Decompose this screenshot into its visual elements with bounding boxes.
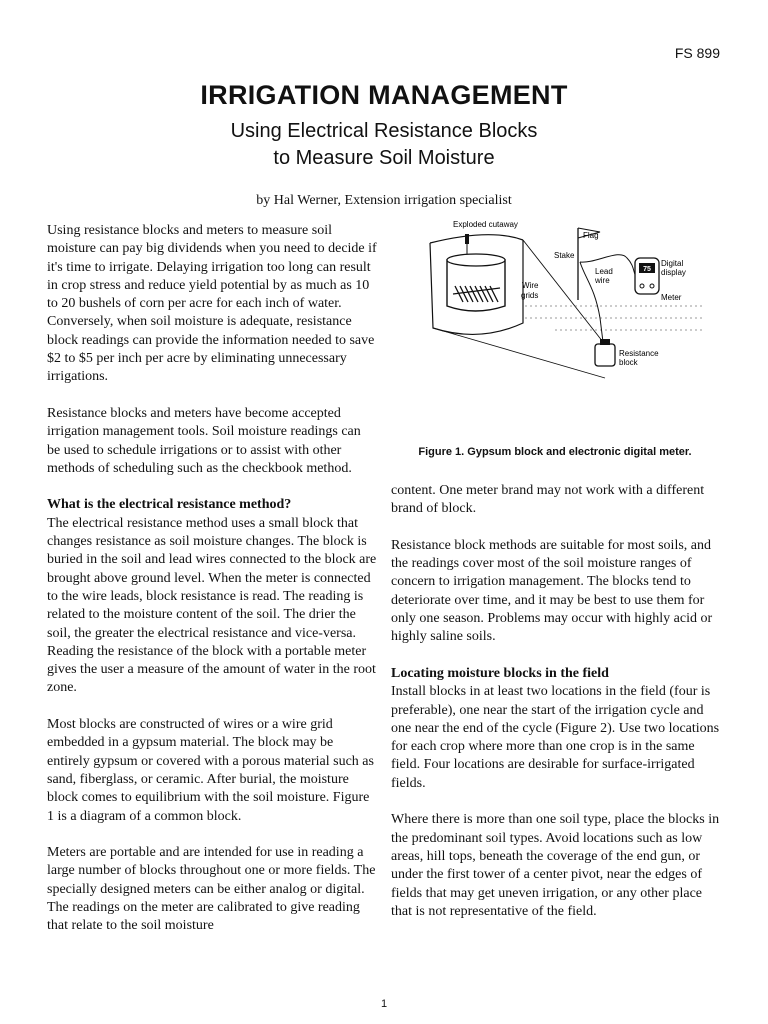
ground-surface	[525, 306, 705, 330]
label-block: block	[619, 358, 638, 367]
section-heading-method: What is the electrical resistance method?	[47, 497, 292, 513]
tools-paragraph: Resistance blocks and meters have become accepted irrigation management tools. Soil moisture readings can be used to schedule irrigations or to assist with other methods of scheduling such as the checkbook method.	[47, 405, 361, 476]
brand-paragraph: content. One meter brand may not work with a different brand of block.	[391, 483, 705, 517]
label-resistance: Resistance	[619, 349, 659, 358]
label-wire: wire	[595, 276, 610, 285]
figure-caption: Figure 1. Gypsum block and electronic digital meter.	[418, 446, 692, 458]
figure-1-diagram	[405, 218, 705, 388]
label-digital: Digital	[661, 259, 684, 268]
label-exploded-cutaway: Exploded cutaway	[453, 220, 518, 229]
label-meter: Meter	[661, 293, 682, 302]
page-subtitle	[0, 118, 768, 172]
meters-paragraph: Meters are portable and are intended for use in reading a large number of blocks throughout one or more fields. The specially designed meters can be either analog or digital. The readings on the meter are calibrated to give reading that relate to the soil moisture	[47, 845, 376, 934]
label-display: display	[661, 268, 686, 277]
cutaway-outline	[430, 235, 523, 243]
author-byline: by Hal Werner, Extension irrigation specialist	[256, 193, 512, 208]
left-column	[47, 222, 377, 954]
label-wire-grids-2: grids	[521, 291, 539, 300]
suitability-paragraph: Resistance block methods are suitable for most soils, and the readings cover most of the soil moisture ranges of concern to irrigation management. The blocks tend to deteriorate over time, and it may be best to use them for only one season. Problems may occur with highly acid or highly saline soils.	[391, 537, 713, 645]
intro-paragraph: Using resistance blocks and meters to measure soil moisture can pay big dividends when you need to decide if it's time to irrigate. Delaying irrigation too long can result in crop stress and reduce yield potential by as much as 10 to 20 bushels of corn per acre for each inch of water. Conversely, when soil moisture is adequate, resistance block readings can provide the information needed to save $2 to $5 per inch per acre by eliminating unnecessary irrigations.	[47, 223, 377, 385]
subtitle-line-1: Using Electrical Resistance Blocks	[230, 120, 538, 142]
soil-type-paragraph: Where there is more than one soil type, place the blocks in the predominant soil types. Avoid locations such as low areas, hill tops, beneath the coverage of the end gun, or under the first tower of a center pivot, near the edges of fields that may get uneven irrigation, or any other place that is not representative of the field.	[391, 812, 720, 919]
label-flag: Flag	[583, 231, 599, 240]
page-title: IRRIGATION MANAGEMENT	[200, 80, 568, 110]
label-lead: Lead	[595, 267, 613, 276]
method-paragraph: The electrical resistance method uses a small block that changes resistance as soil moisture changes. The block is buried in the soil and lead wires connected to the block are brought above ground level. When the meter is connected to the wire leads, block resistance is read. The reading is related to the moisture content of the soil. The drier the soil, the greater the electrical resistance and vice-versa. Reading the resistance of the block with a portable meter gives the user a measure of the amount of water in the root zone.	[47, 515, 377, 696]
section-heading-locating: Locating moisture blocks in the field	[391, 665, 609, 681]
block-cylinder-icon	[447, 260, 505, 311]
label-wire-grids-1: Wire	[522, 281, 539, 290]
subtitle-line-2: to Measure Soil Moisture	[273, 147, 495, 169]
label-stake: Stake	[554, 251, 575, 260]
document-code: FS 899	[674, 45, 720, 61]
meter-readout: 75	[643, 266, 651, 273]
install-paragraph: Install blocks in at least two locations in the field (four is preferable), one near the start of the irrigation cycle and one near the end of the cycle (Figure 2). Use two locations for each crop where more than one crop is in the same field. Four locations are desirable for surface-irrigated fields.	[391, 684, 720, 791]
page-number: 1	[380, 998, 388, 1010]
resistance-block-icon	[595, 344, 615, 366]
cutaway-wire-top	[465, 234, 469, 244]
right-column	[391, 482, 723, 939]
blocks-paragraph: Most blocks are constructed of wires or a wire grid embedded in a gypsum material. The block may be entirely gypsum or covered with a porous material such as sand, fiberglass, or ceramic. After burial, the moisture block comes to equilibrium with the soil moisture. Figure 1 is a diagram of a common block.	[47, 717, 374, 824]
